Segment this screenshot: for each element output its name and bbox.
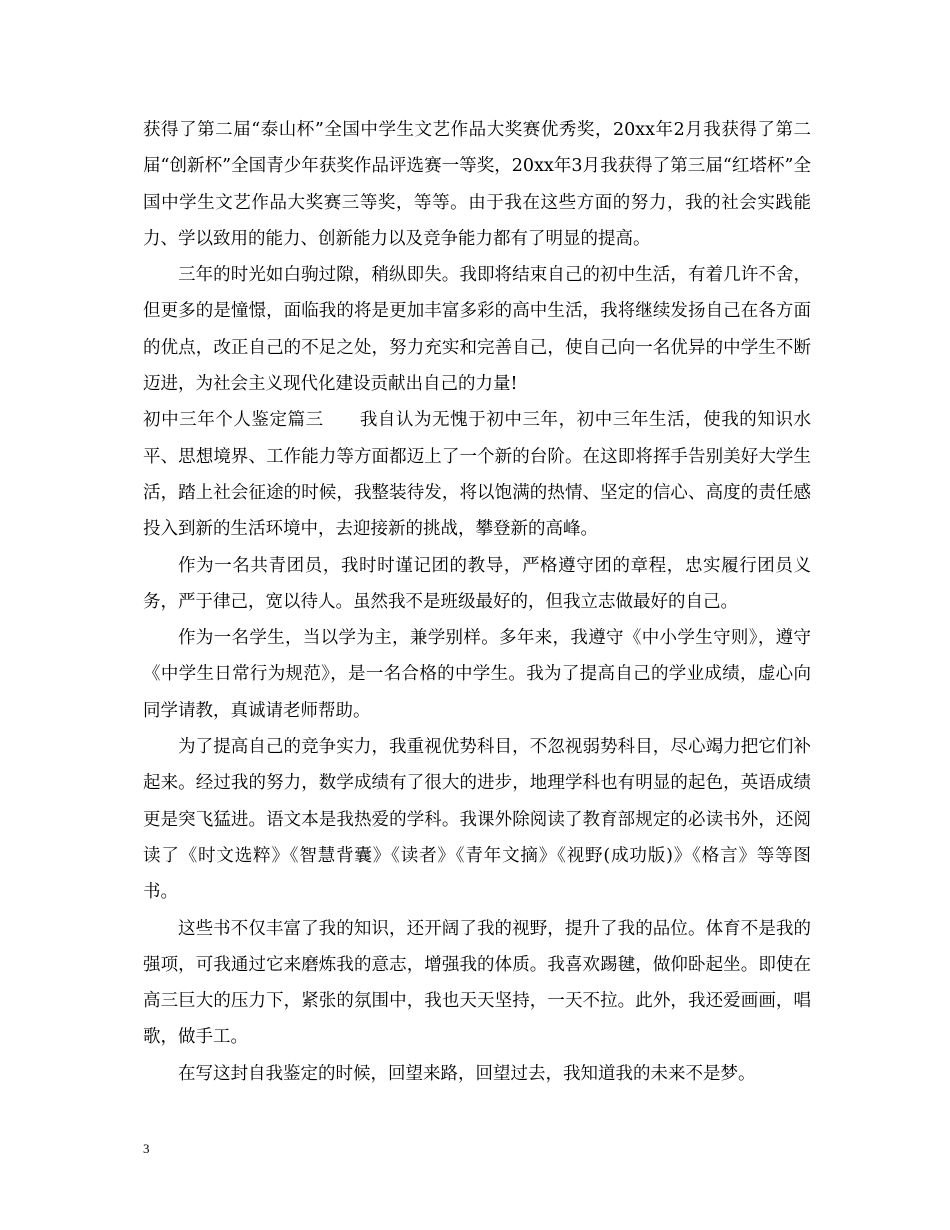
paragraph: 作为一名共青团员，我时时谨记团的教导，严格遵守团的章程，忠实履行团员义务，严于律己，宽以待人。虽然我不是班级最好的，但我立志做最好的自己。 xyxy=(143,555,811,612)
page-number: 3 xyxy=(143,1141,150,1156)
paragraph-section-heading: 初中三年个人鉴定篇三 我自认为无愧于初中三年，初中三年生活，使我的知识水平、思想境界、工作能力等方面都迈上了一个新的台阶。在这即将挥手告别美好大学生活，踏上社会征途的时候，我整装待发，将以饱满的热情、坚定的信心、高度的责任感投入到新的生活环境中，去迎接新的挑战，攀登新的高峰。 xyxy=(143,410,811,540)
paragraph: 作为一名学生，当以学为主，兼学别样。多年来，我遵守《中小学生守则》，遵守《中学生日常行为规范》，是一名合格的中学生。我为了提高自己的学业成绩，虚心向同学请教，真诚请老师帮助。 xyxy=(143,628,811,721)
paragraph: 获得了第二届“泰山杯”全国中学生文艺作品大奖赛优秀奖，20xx年2月我获得了第二届“创新杯”全国青少年获奖作品评选赛一等奖，20xx年3月我获得了第三届“红塔杯”全国中学生文艺作品大奖赛三等奖，等等。由于我在这些方面的努力，我的社会实践能力、学以致用的能力、创新能力以及竞争能力都有了明显的提高。 xyxy=(143,120,811,249)
paragraph: 这些书不仅丰富了我的知识，还开阔了我的视野，提升了我的品位。体育不是我的强项，可我通过它来磨炼我的意志，增强我的体质。我喜欢踢毽，做仰卧起坐。即使在高三巨大的压力下，紧张的氛围中，我也天天坚持，一天不拉。此外，我还爱画画，唱歌，做手工。 xyxy=(143,918,811,1048)
paragraph: 三年的时光如白驹过隙，稍纵即失。我即将结束自己的初中生活，有着几许不舍，但更多的是憧憬，面临我的将是更加丰富多彩的高中生活，我将继续发扬自己在各方面的优点，改正自己的不足之处，努力充实和完善自己，使自己向一名优异的中学生不断迈进，为社会主义现代化建设贡献出自己的力量! xyxy=(143,265,811,395)
document-body xyxy=(143,112,811,1092)
paragraph: 为了提高自己的竞争实力，我重视优势科目，不忽视弱势科目，尽心竭力把它们补起来。经过我的努力，数学成绩有了很大的进步，地理学科也有明显的起色，英语成绩更是突飞猛进。语文本是我热爱的学科。我课外除阅读了教育部规定的必读书外，还阅读了《时文选粹》《智慧背囊》《读者》《青年文摘》《视野(成功版)》《格言》等等图书。 xyxy=(143,737,811,903)
paragraph: 在写这封自我鉴定的时候，回望来路，回望过去，我知道我的未来不是梦。 xyxy=(178,1063,756,1084)
